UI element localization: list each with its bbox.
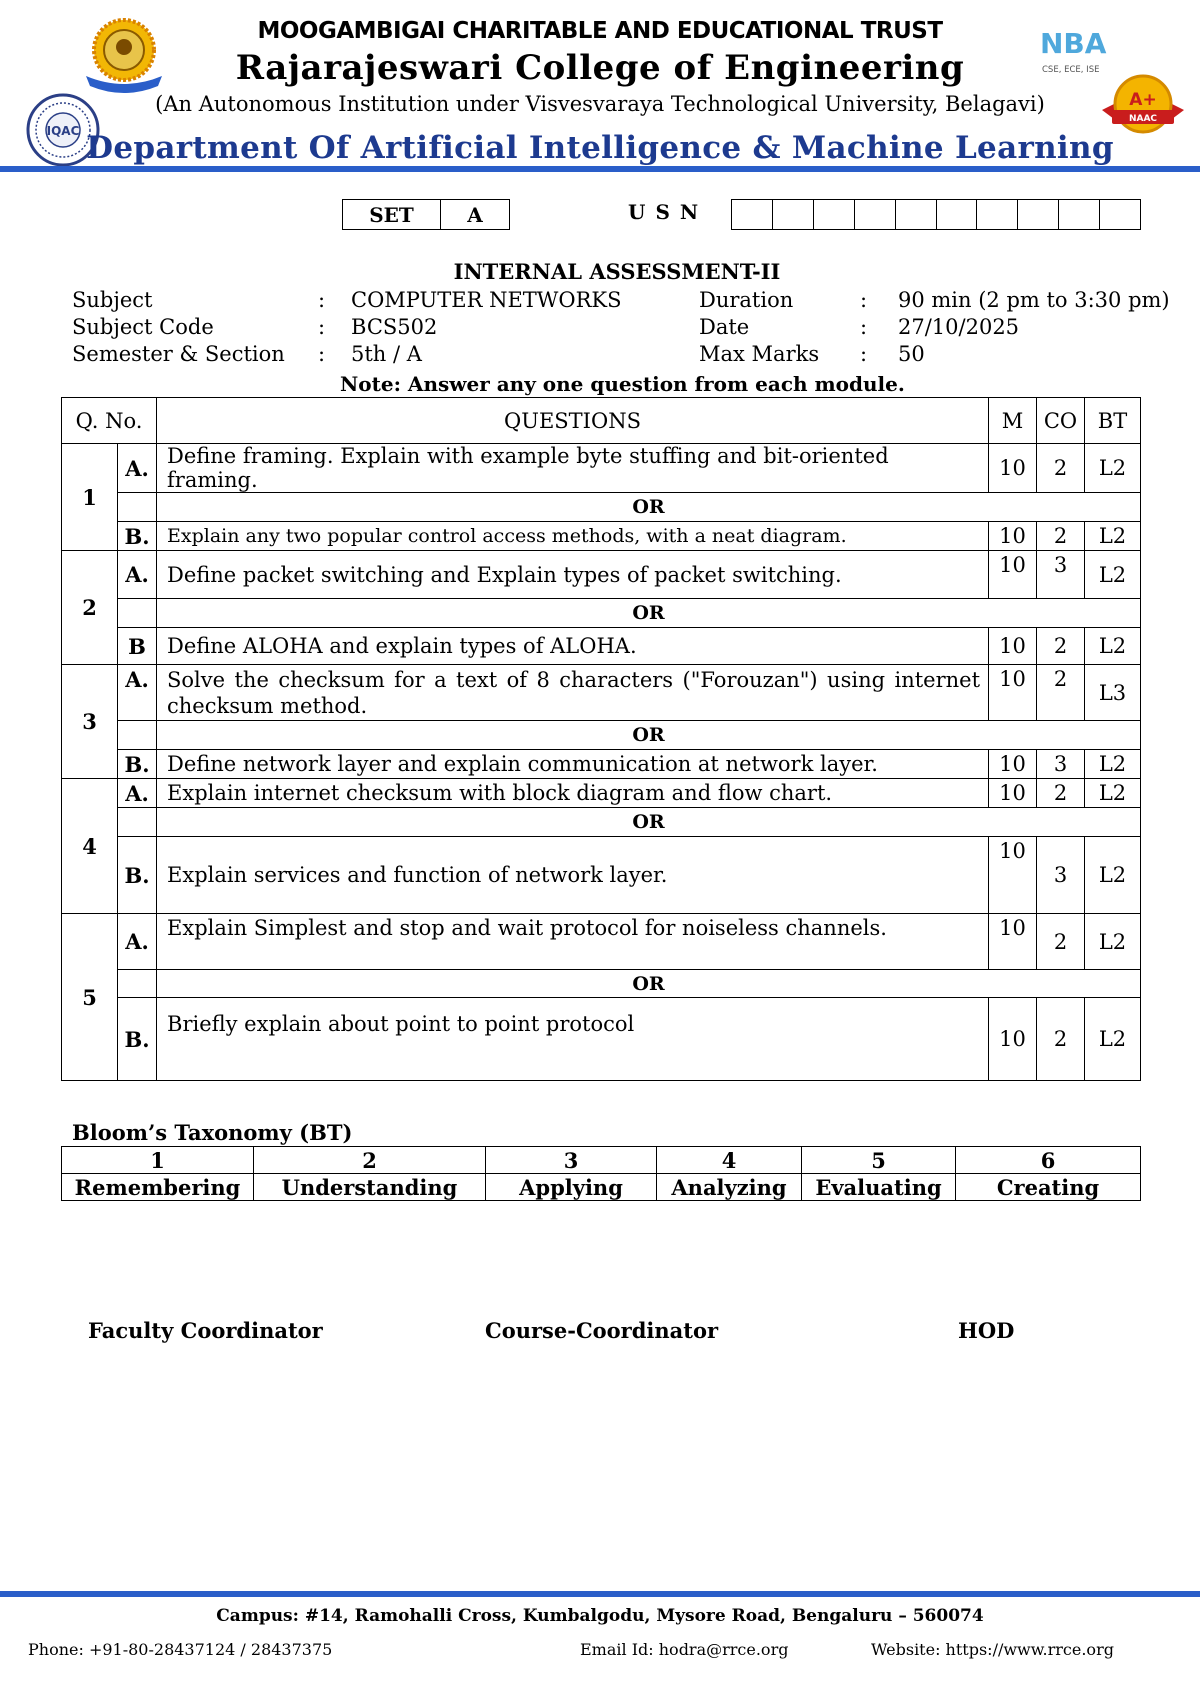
- sub-label: B: [118, 628, 157, 665]
- naac-logo-text: NAAC: [1128, 114, 1158, 124]
- question-text: Explain services and function of network layer.: [157, 837, 989, 914]
- marks-value: 10: [989, 551, 1037, 599]
- bt-value: L2: [1085, 914, 1141, 970]
- question-text: Define packet switching and Explain types of packet switching.: [157, 551, 989, 599]
- subject-code-value: BCS502: [351, 315, 438, 339]
- question-table: [61, 397, 1141, 1081]
- colon: :: [318, 315, 326, 339]
- max-marks-label: Max Marks: [699, 342, 820, 366]
- usn-box[interactable]: [1018, 200, 1059, 229]
- or-row: [62, 808, 1141, 837]
- question-number: 2: [62, 551, 118, 665]
- bloom-name: Creating: [956, 1174, 1141, 1201]
- question-text: Explain internet checksum with block diagram and flow chart.: [157, 779, 989, 808]
- sub-label: A.: [118, 551, 157, 599]
- nba-logo-subtext: CSE, ECE, ISE: [1042, 65, 1100, 75]
- colon: :: [318, 288, 326, 312]
- bloom-level-row: [62, 1147, 1141, 1174]
- table-row: [62, 665, 1141, 721]
- set-value: A: [467, 202, 483, 227]
- or-separator: OR: [157, 808, 1141, 837]
- marks-value: 10: [989, 837, 1037, 914]
- usn-box[interactable]: [1059, 200, 1100, 229]
- set-box: [342, 199, 510, 230]
- or-row: [62, 599, 1141, 628]
- colon: :: [860, 315, 868, 339]
- table-row: [62, 551, 1141, 599]
- marks-value: 10: [989, 779, 1037, 808]
- table-row: [62, 522, 1141, 551]
- date-label: Date: [699, 315, 750, 339]
- question-text: Explain any two popular control access methods, with a neat diagram.: [157, 522, 989, 551]
- bt-value: L2: [1085, 551, 1141, 599]
- or-separator: OR: [157, 599, 1141, 628]
- sub-label: A.: [118, 914, 157, 970]
- table-row: [62, 444, 1141, 493]
- colon: :: [860, 288, 868, 312]
- usn-label: USN: [628, 200, 709, 224]
- colon: :: [860, 342, 868, 366]
- usn-box[interactable]: [732, 200, 773, 229]
- bloom-level: 2: [254, 1147, 486, 1174]
- exam-title: INTERNAL ASSESSMENT-II: [453, 259, 781, 284]
- max-marks-value: 50: [898, 342, 925, 366]
- or-row: [62, 970, 1141, 998]
- trust-name: MOOGAMBIGAI CHARITABLE AND EDUCATIONAL TRUST: [257, 18, 943, 44]
- question-text: Explain Simplest and stop and wait protocol for noiseless channels.: [157, 914, 989, 970]
- nba-logo-text: NBA: [1040, 27, 1107, 60]
- faculty-coordinator-signature: Faculty Coordinator: [88, 1318, 323, 1343]
- usn-box[interactable]: [773, 200, 814, 229]
- usn-box[interactable]: [814, 200, 855, 229]
- bloom-name-row: [62, 1174, 1141, 1201]
- co-value: 2: [1037, 665, 1085, 721]
- bt-value: L2: [1085, 522, 1141, 551]
- or-separator: OR: [157, 970, 1141, 998]
- bloom-name: Analyzing: [657, 1174, 802, 1201]
- table-row: [62, 998, 1141, 1081]
- course-coordinator-signature: Course-Coordinator: [485, 1318, 719, 1343]
- co-value: 3: [1037, 837, 1085, 914]
- co-value: 2: [1037, 522, 1085, 551]
- footer-email[interactable]: Email Id: hodra@rrce.org: [580, 1640, 789, 1659]
- question-text: Define ALOHA and explain types of ALOHA.: [157, 628, 989, 665]
- header-co: CO: [1037, 398, 1085, 444]
- bloom-level: 1: [62, 1147, 254, 1174]
- duration-value: 90 min (2 pm to 3:30 pm): [898, 288, 1170, 312]
- header-qno: Q. No.: [62, 398, 157, 444]
- bt-value: L3: [1085, 665, 1141, 721]
- department-name: Department Of Artificial Intelligence & Machine Learning: [86, 130, 1114, 166]
- question-number: 4: [62, 779, 118, 914]
- footer-divider: [0, 1591, 1200, 1597]
- semester-label: Semester & Section: [72, 342, 285, 366]
- subject-code-label: Subject Code: [72, 315, 214, 339]
- or-separator: OR: [157, 493, 1141, 522]
- question-number: 1: [62, 444, 118, 551]
- or-separator: OR: [157, 721, 1141, 750]
- table-row: [62, 779, 1141, 808]
- marks-value: 10: [989, 628, 1037, 665]
- table-row: [62, 837, 1141, 914]
- co-value: 3: [1037, 551, 1085, 599]
- bloom-title: Bloom’s Taxonomy (BT): [72, 1120, 353, 1145]
- question-number: 3: [62, 665, 118, 779]
- header-marks: M: [989, 398, 1037, 444]
- co-value: 2: [1037, 998, 1085, 1081]
- bloom-table: [61, 1146, 1141, 1201]
- marks-value: 10: [989, 998, 1037, 1081]
- table-row: [62, 628, 1141, 665]
- header-questions: QUESTIONS: [157, 398, 989, 444]
- campus-address: Campus: #14, Ramohalli Cross, Kumbalgodu, Mysore Road, Bengaluru – 560074: [216, 1606, 984, 1626]
- question-text: Define framing. Explain with example byte stuffing and bit-oriented framing.: [157, 444, 989, 493]
- sub-label: B.: [118, 998, 157, 1081]
- sub-label: A.: [118, 779, 157, 808]
- bloom-level: 4: [657, 1147, 802, 1174]
- marks-value: 10: [989, 665, 1037, 721]
- co-value: 2: [1037, 628, 1085, 665]
- usn-input-boxes[interactable]: [731, 199, 1141, 230]
- iqac-logo-text: IQAC: [46, 124, 80, 138]
- sub-label: B.: [118, 837, 157, 914]
- bt-value: L2: [1085, 779, 1141, 808]
- question-text: Define network layer and explain communication at network layer.: [157, 750, 989, 779]
- set-label: SET: [343, 200, 441, 229]
- bloom-name: Remembering: [62, 1174, 254, 1201]
- co-value: 2: [1037, 914, 1085, 970]
- date-value: 27/10/2025: [898, 315, 1020, 339]
- bloom-level: 3: [486, 1147, 657, 1174]
- question-number: 5: [62, 914, 118, 1081]
- bloom-name: Applying: [486, 1174, 657, 1201]
- sub-label: A.: [118, 444, 157, 493]
- naac-grade-text: A+: [1129, 90, 1157, 110]
- footer-website[interactable]: Website: https://www.rrce.org: [871, 1640, 1114, 1659]
- marks-value: 10: [989, 444, 1037, 493]
- semester-value: 5th / A: [351, 342, 422, 366]
- duration-label: Duration: [699, 288, 794, 312]
- usn-box[interactable]: [855, 200, 896, 229]
- bt-value: L2: [1085, 628, 1141, 665]
- subject-label: Subject: [72, 288, 153, 312]
- table-row: [62, 914, 1141, 970]
- question-text: Briefly explain about point to point protocol: [157, 998, 989, 1081]
- footer-phone: Phone: +91-80-28437124 / 28437375: [28, 1640, 333, 1659]
- bt-value: L2: [1085, 444, 1141, 493]
- usn-box[interactable]: [1100, 200, 1140, 229]
- sub-label: B.: [118, 750, 157, 779]
- or-row: [62, 493, 1141, 522]
- colon: :: [318, 342, 326, 366]
- bloom-name: Understanding: [254, 1174, 486, 1201]
- sub-label: A.: [118, 665, 157, 721]
- bloom-level: 6: [956, 1147, 1141, 1174]
- bt-value: L2: [1085, 837, 1141, 914]
- college-name: Rajarajeswari College of Engineering: [235, 48, 965, 88]
- co-value: 3: [1037, 750, 1085, 779]
- bt-value: L2: [1085, 750, 1141, 779]
- autonomous-line: (An Autonomous Institution under Visvesvaraya Technological University, Belagavi): [155, 92, 1045, 116]
- marks-value: 10: [989, 750, 1037, 779]
- co-value: 2: [1037, 779, 1085, 808]
- header-divider: [0, 166, 1200, 172]
- subject-value: COMPUTER NETWORKS: [351, 288, 622, 312]
- table-row: [62, 750, 1141, 779]
- usn-box[interactable]: [896, 200, 937, 229]
- question-text: Solve the checksum for a text of 8 characters ("Forouzan") using internet checksum method.: [157, 665, 989, 721]
- sub-label: B.: [118, 522, 157, 551]
- header-bt: BT: [1085, 398, 1141, 444]
- marks-value: 10: [989, 914, 1037, 970]
- bt-value: L2: [1085, 998, 1141, 1081]
- co-value: 2: [1037, 444, 1085, 493]
- usn-box[interactable]: [977, 200, 1018, 229]
- usn-box[interactable]: [937, 200, 978, 229]
- table-header-row: [62, 398, 1141, 444]
- bloom-level: 5: [802, 1147, 956, 1174]
- exam-note: Note: Answer any one question from each module.: [340, 372, 905, 396]
- or-row: [62, 721, 1141, 750]
- hod-signature: HOD: [958, 1318, 1015, 1343]
- marks-value: 10: [989, 522, 1037, 551]
- bloom-name: Evaluating: [802, 1174, 956, 1201]
